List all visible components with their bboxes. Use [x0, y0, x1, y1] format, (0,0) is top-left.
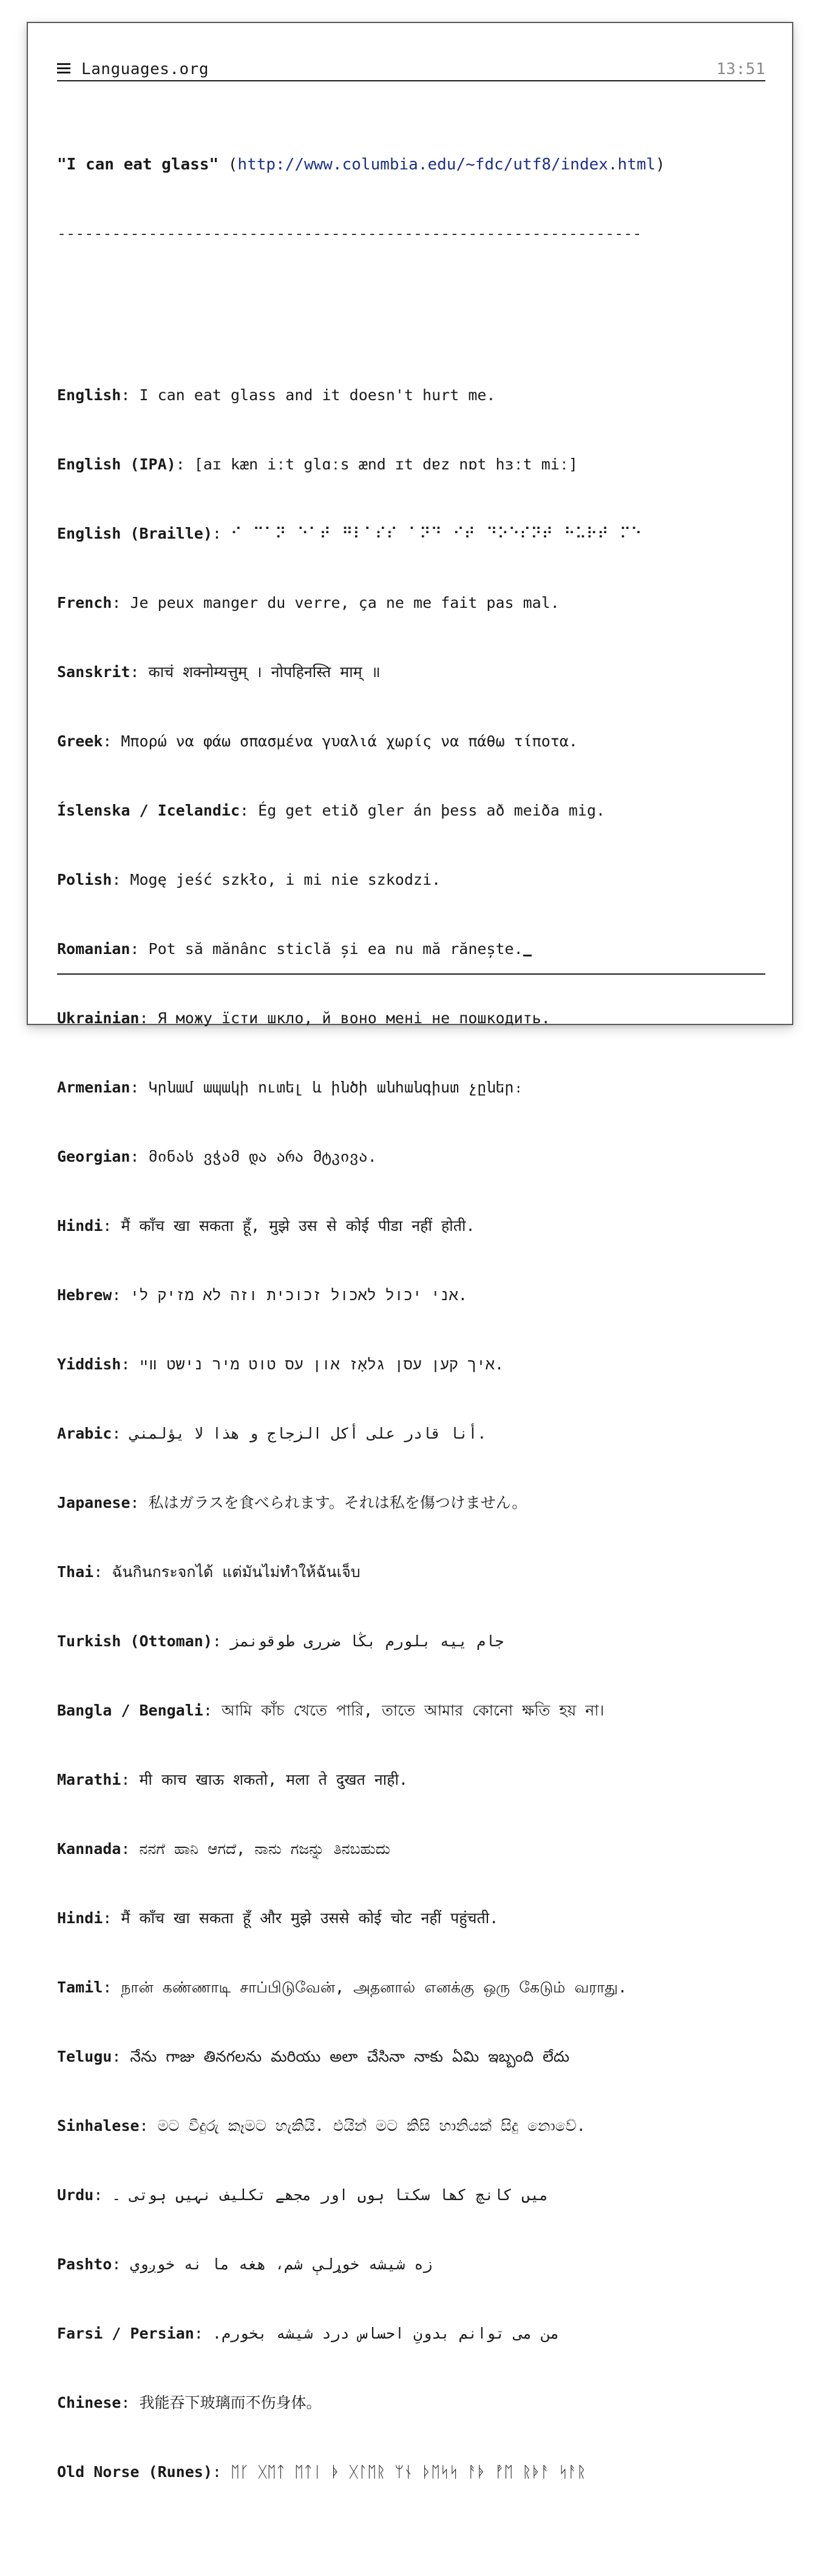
language-list [57, 338, 765, 2530]
title-bar [57, 61, 765, 81]
language-text: 私はガラスを食べられます。それは私を傷つけません。 [148, 1494, 527, 1511]
language-name: Greek [57, 732, 103, 750]
list-item-sinhalese: Sinhalese: මට වීදුරු කෑමට හැකියි. එයින් මට කිසි හානියක් සිදු නොවේ. [57, 2117, 586, 2135]
language-text: நான் கண்ணாடி சாப்பிடுவேன், அதனால் எனக்கு ஒரு கேடும் வராது. [121, 1978, 628, 1996]
language-name: Kannada [57, 1840, 121, 1858]
language-name: Urdu [57, 2186, 94, 2204]
language-text: میں کانچ کھا سکتا ہوں اور مجھے تکلیف نہیں ہوتی ۔ [112, 2186, 549, 2204]
language-name: English (IPA) [57, 455, 176, 473]
language-name: Íslenska / Icelandic [57, 802, 240, 819]
language-text: איך קען עסן גלאָז און עס טוט מיר נישט װײ. [139, 1355, 504, 1373]
clock: 13:51 [716, 60, 765, 78]
list-item-french: French: Je peux manger du verre, ça ne me fait pas mal. [57, 594, 560, 612]
language-text: मैं काँच खा सकता हूँ, मुझे उस से कोई पीडा नहीं होती. [121, 1217, 475, 1235]
list-item-pashto: Pashto: زه شيشه خوړلې شم، هغه ما نه خوږوي [57, 2255, 433, 2273]
source-link[interactable]: http://www.columbia.edu/~fdc/utf8/index.html [237, 155, 656, 174]
list-item-kannada: Kannada: ನನಗೆ ಹಾನಿ ಆಗದೆ, ನಾನು ಗಜನ್ನು ತಿನಬಹುದು [57, 1840, 390, 1858]
language-text: I can eat glass and it doesn't hurt me. [139, 386, 496, 404]
list-item-english-braille: English (Braille): ⠊⠀⠉⠁⠝⠀⠑⠁⠞⠀⠛⠇⠁⠎⠎⠀⠁⠝⠙⠀⠊⠞⠀⠙⠕⠑⠎⠝⠞⠀⠓⠥⠗⠞⠀⠍⠑ [57, 525, 642, 542]
language-name: Japanese [57, 1494, 130, 1511]
language-name: Hindi [57, 1909, 103, 1927]
list-item-chinese: Chinese: 我能吞下玻璃而不伤身体。 [57, 2394, 322, 2411]
language-text: ⠊⠀⠉⠁⠝⠀⠑⠁⠞⠀⠛⠇⠁⠎⠎⠀⠁⠝⠙⠀⠊⠞⠀⠙⠕⠑⠎⠝⠞⠀⠓⠥⠗⠞⠀⠍⠑ [230, 525, 642, 542]
language-text: Je peux manger du verre, ça ne me fait pas mal. [130, 594, 560, 612]
document-content[interactable] [57, 107, 765, 2576]
language-text: मैं काँच खा सकता हूँ और मुझे उससे कोई चोट नहीं पहुंचती. [121, 1909, 499, 1927]
language-name: Ukrainian [57, 1009, 140, 1027]
language-text: 我能吞下玻璃而不伤身体。 [139, 2394, 322, 2411]
list-item-bengali: Bangla / Bengali: আমি কাঁচ খেতে পারি, তাতে আমার কোনো ক্ষতি হয় না। [57, 1702, 605, 1719]
language-text: আমি কাঁচ খেতে পারি, তাতে আমার কোনো ক্ষতি হয় না। [221, 1702, 605, 1719]
language-name: Sanskrit [57, 663, 130, 681]
language-name: Polish [57, 871, 112, 888]
intro-quote: "I can eat glass" [57, 155, 219, 174]
dashed-divider: ---------------------------------------------------------------- [57, 225, 642, 242]
list-item-urdu: Urdu: میں کانچ کھا سکتا ہوں اور مجھے تکلیف نہیں ہوتی ۔ [57, 2186, 549, 2204]
language-text: Կրնամ ապակի ուտել և ինծի անհանգիստ չըներ։ [148, 1078, 523, 1096]
language-text: ನನಗೆ ಹಾನಿ ಆಗದೆ, ನಾನು ಗಜನ್ನು ತಿನಬಹುದು [139, 1840, 390, 1858]
language-name: Armenian [57, 1078, 130, 1096]
language-text: .من می توانم بدونِ احساس درد شيشه بخورم [212, 2325, 560, 2342]
list-item-icelandic: Íslenska / Icelandic: Ég get etið gler án þess að meiða mig. [57, 802, 606, 819]
language-text: Mogę jeść szkło, i mi nie szkodzi. [130, 871, 441, 888]
language-name: Hebrew [57, 1286, 112, 1304]
list-item-ukrainian: Ukrainian: Я можу їсти шкло, й воно мені не пошкодить. [57, 1009, 550, 1027]
list-item-armenian: Armenian: Կրնամ ապակի ուտել և ինծի անհանգիստ չըներ։ [57, 1078, 523, 1096]
language-name: Marathi [57, 1771, 121, 1788]
language-name: English (Braille) [57, 525, 212, 542]
language-text: ฉันกินกระจกได้ แต่มันไม่ทำให้ฉันเจ็บ [112, 1563, 361, 1581]
language-name: Sinhalese [57, 2117, 140, 2135]
language-text: నేను గాజు తినగలను మరియు అలా చేసినా నాకు ఏమి ఇబ్బంది లేదు [130, 2048, 570, 2065]
language-text: Pot să mănânc sticlă și ea nu mă rănește. [148, 940, 523, 958]
language-text: Ég get etið gler án þess að meiða mig. [258, 802, 606, 819]
list-item-yiddish: Yiddish: איך קען עסן גלאָז און עס טוט מיר נישט װײ. [57, 1355, 504, 1373]
language-text: אני יכול לאכול זכוכית וזה לא מזיק לי. [130, 1286, 467, 1304]
text-cursor [523, 955, 532, 956]
language-name: Chinese [57, 2394, 121, 2411]
language-name: Turkish (Ottoman) [57, 1632, 212, 1650]
language-text: Μπορώ να φάω σπασμένα γυαλιά χωρίς να πάθω τίποτα. [121, 732, 578, 750]
language-text: काचं शक्नोम्यत्तुम् । नोपहिनस्ति माम् ॥ [148, 663, 381, 681]
intro-line [57, 153, 765, 176]
list-item-farsi: Farsi / Persian: .من می توانم بدونِ احساس درد شيشه بخورم [57, 2325, 560, 2342]
language-text: ᛖᚴ ᚷᛖᛏ ᛖᛏᛁ ᚧ ᚷᛚᛖᚱ ᛘᚾ ᚦᛖᛋᛋ ᚨᚧ ᚡᛖ ᚱᚧᚨ ᛋᚨᚱ [230, 2463, 586, 2481]
list-item-thai: Thai: ฉันกินกระจกได้ แต่มันไม่ทำให้ฉันเจ็บ [57, 1563, 361, 1581]
language-text: Я можу їсти шкло, й воно мені не пошкодить. [157, 1009, 550, 1027]
intro-close-paren: ) [655, 155, 665, 174]
language-name: Hindi [57, 1217, 103, 1235]
language-name: Bangla / Bengali [57, 1702, 203, 1719]
intro-open-paren: ( [218, 155, 238, 174]
list-item-old-norse: Old Norse (Runes): ᛖᚴ ᚷᛖᛏ ᛖᛏᛁ ᚧ ᚷᛚᛖᚱ ᛘᚾ ᚦᛖᛋᛋ ᚨᚧ ᚡᛖ ᚱᚧᚨ ᛋᚨᚱ [57, 2463, 586, 2481]
language-name: Telugu [57, 2048, 112, 2065]
language-text: [aɪ kæn iːt glɑːs ænd ɪt dɐz nɒt hɜːt miː] [194, 455, 578, 473]
language-name: Thai [57, 1563, 94, 1581]
language-name: English [57, 386, 121, 404]
language-text: زه شيشه خوړلې شم، هغه ما نه خوږوي [130, 2255, 433, 2273]
language-name: Georgian [57, 1148, 130, 1165]
footer-divider [57, 973, 765, 975]
list-item-english: English: I can eat glass and it doesn't hurt me. [57, 386, 496, 404]
app-title: Languages.org [81, 60, 209, 78]
list-item-polish: Polish: Mogę jeść szkło, i mi nie szkodzi. [57, 871, 441, 888]
language-text: أنا قادر على أكل الزجاج و هذا لا يؤلمني. [130, 1425, 487, 1442]
list-item-arabic: Arabic: أنا قادر على أكل الزجاج و هذا لا يؤلمني. [57, 1425, 487, 1442]
list-item-japanese: Japanese: 私はガラスを食べられます。それは私を傷つけません。 [57, 1494, 527, 1511]
language-text: मी काच खाऊ शकतो, मला ते दुखत नाही. [139, 1771, 408, 1788]
language-name: Pashto [57, 2255, 112, 2273]
editor-window [27, 22, 793, 2481]
list-item-romanian: Romanian: Pot să mănânc sticlă și ea nu mă rănește. [57, 938, 765, 961]
hamburger-menu-icon[interactable] [57, 63, 70, 74]
list-item-english-ipa: English (IPA): [aɪ kæn iːt glɑːs ænd ɪt dɐz nɒt hɜːt miː] [57, 455, 578, 473]
list-item-telugu: Telugu: నేను గాజు తినగలను మరియు అలా చేసినా నాకు ఏమి ఇబ్బంది లేదు [57, 2048, 570, 2065]
list-item-georgian: Georgian: მინას ვჭამ და არა მტკივა. [57, 1148, 377, 1165]
language-name: Romanian [57, 940, 130, 958]
language-text: მინას ვჭამ და არა მტკივა. [148, 1148, 377, 1165]
language-name: Yiddish [57, 1355, 121, 1373]
list-item-sanskrit: Sanskrit: काचं शक्नोम्यत्तुम् । नोपहिनस्ति माम् ॥ [57, 663, 381, 681]
language-text: جام ييه بلورم بڭا ضررى طوقونمز [230, 1632, 504, 1650]
language-name: Old Norse (Runes) [57, 2463, 212, 2481]
language-name: Tamil [57, 1978, 103, 1996]
list-item-greek: Greek: Μπορώ να φάω σπασμένα γυαλιά χωρίς να πάθω τίποτα. [57, 732, 578, 750]
list-item-turkish-ottoman: Turkish (Ottoman): جام ييه بلورم بڭا ضررى طوقونمز [57, 1632, 504, 1650]
language-name: Farsi / Persian [57, 2325, 194, 2342]
list-item-marathi: Marathi: मी काच खाऊ शकतो, मला ते दुखत नाही. [57, 1771, 408, 1788]
list-item-hindi: Hindi: मैं काँच खा सकता हूँ, मुझे उस से कोई पीडा नहीं होती. [57, 1217, 475, 1235]
list-item-hebrew: Hebrew: אני יכול לאכול זכוכית וזה לא מזיק לי. [57, 1286, 467, 1304]
list-item-hindi-2: Hindi: मैं काँच खा सकता हूँ और मुझे उससे कोई चोट नहीं पहुंचती. [57, 1909, 499, 1927]
language-name: Arabic [57, 1425, 112, 1442]
list-item-tamil: Tamil: நான் கண்ணாடி சாப்பிடுவேன், அதனால் எனக்கு ஒரு கேடும் வராது. [57, 1978, 628, 1996]
language-text: මට වීදුරු කෑමට හැකියි. එයින් මට කිසි හානියක් සිදු නොවේ. [157, 2117, 586, 2135]
language-name: French [57, 594, 112, 612]
